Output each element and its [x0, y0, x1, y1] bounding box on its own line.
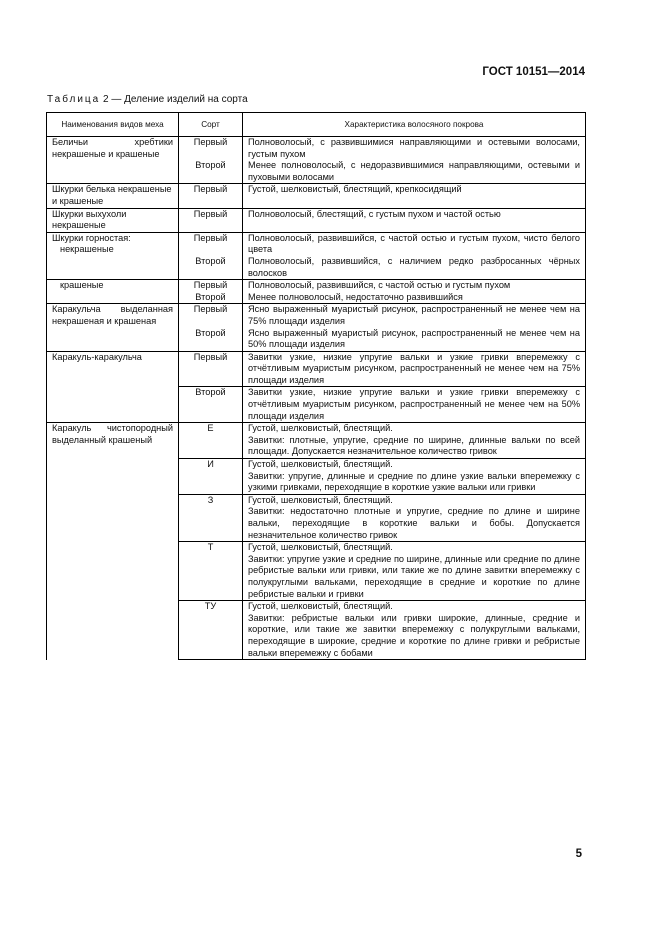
description-cell: Завитки узкие, низкие упругие вальки и узкие гривки вперемежку с отчётливым муаристым рисунком, распространенный не менее чем на 50% площади изделия: [243, 387, 586, 423]
document-code: ГОСТ 10151—2014: [482, 66, 585, 78]
fur-type-cell: Шкурки выхухоли некрашеные: [47, 208, 179, 232]
description-cell: Густой, шелковистый, блестящий. Завитки: недостаточно плотные и упругие, средние по длине и ширине вальки, переходящие в короткие вальки и бобы. Допускается незначительное количество гривок: [243, 494, 586, 541]
table-row: [47, 423, 586, 459]
description-cell: Полноволосый, с развившимися направляющими и остевыми волосами, густым пухом Менее полноволосый, с недоразвившимися направляющими, остевыми и пуховыми волосами: [243, 137, 586, 184]
grade-cell: З: [179, 494, 243, 541]
table-row: [47, 280, 586, 304]
fur-type-cell: Шкурки горностая: некрашеные: [47, 232, 179, 279]
caption-number: 2: [103, 94, 109, 105]
grade-cell: Второй: [179, 387, 243, 423]
fur-type-cell: Каракульча выделанная некрашеная и крашеная: [47, 304, 179, 351]
grade-cell: Первый Второй: [179, 137, 243, 184]
description-cell: Густой, шелковистый, блестящий. Завитки: плотные, упругие, средние по ширине, длинные вальки по всей площади. Допускается незначительное количество гривок: [243, 423, 586, 459]
fur-subtype: некрашеные: [60, 244, 114, 255]
page-number: 5: [575, 848, 582, 860]
grade-cell: Первый: [179, 184, 243, 208]
description-cell: Ясно выраженный муаристый рисунок, распространенный не менее чем на 75% площади изделия Ясно выраженный муаристый рисунок, распространенный не менее чем на 50% площади изделия: [243, 304, 586, 351]
description-cell: Полноволосый, развившийся, с частой остью и густым пухом, чисто белого цвета Полноволосый, развившийся, с наличием редко разбросанных чёрных волосков: [243, 232, 586, 279]
table-row: [47, 184, 586, 208]
grade-cell: Первый Второй: [179, 280, 243, 304]
fur-type-cell: Шкурки белька некрашеные и крашеные: [47, 184, 179, 208]
grade-cell: ТУ: [179, 601, 243, 660]
fur-type-cell: Беличьи хребтики некрашеные и крашеные: [47, 137, 179, 184]
table-header-row: [47, 113, 586, 137]
caption-label: Таблица: [47, 94, 101, 105]
grade-cell: И: [179, 459, 243, 495]
description-cell: Густой, шелковистый, блестящий. Завитки: упругие, длинные и средние по длине узкие вальки вперемежку с узкими гривками, переходящие в короткие узкие вальки или гривки: [243, 459, 586, 495]
grades-table: [46, 112, 586, 660]
description-cell: Завитки узкие, низкие упругие вальки и узкие гривки вперемежку с отчётливым муаристым рисунком, распространенный не менее чем на 75% площади изделия: [243, 351, 586, 387]
grade-cell: Т: [179, 542, 243, 601]
table-row: [47, 137, 586, 184]
description-cell: Густой, шелковистый, блестящий, крепкосидящий: [243, 184, 586, 208]
column-header-description: Характеристика волосяного покрова: [243, 113, 586, 137]
grade-cell: Первый Второй: [179, 304, 243, 351]
description-cell: Полноволосый, блестящий, с густым пухом и частой остью: [243, 208, 586, 232]
fur-type-cell: Каракуль-каракульча: [47, 351, 179, 423]
grade-cell: Первый: [179, 208, 243, 232]
fur-type-cell: крашеные: [47, 280, 179, 304]
grade-cell: Первый Второй: [179, 232, 243, 279]
table-row: [47, 232, 586, 279]
table-row: [47, 351, 586, 387]
grade-cell: Е: [179, 423, 243, 459]
grade-cell: Первый: [179, 351, 243, 387]
table-row: [47, 304, 586, 351]
fur-type-cell: Каракуль чистопородный выделанный крашеный: [47, 423, 179, 660]
column-header-grade: Сорт: [179, 113, 243, 137]
column-header-name: Наименования видов меха: [47, 113, 179, 137]
table-row: [47, 208, 586, 232]
description-cell: Полноволосый, развившийся, с частой остью и густым пухом Менее полноволосый, недостаточно развившийся: [243, 280, 586, 304]
description-cell: Густой, шелковистый, блестящий. Завитки: упругие узкие и средние по ширине, длинные или средние по длине ребристые вальки или гривки, или такие же по длине завитки вперемежку с полукруглыми вальками, переходящие в средние и короткие по длине ребристые вальки и гривки: [243, 542, 586, 601]
table-caption: [47, 94, 248, 105]
caption-title: — Деление изделий на сорта: [111, 94, 248, 105]
description-cell: Густой, шелковистый, блестящий. Завитки: ребристые вальки или гривки широкие, длинные, средние и короткие, или такие же завитки вперемежку с полукруглыми вальками, переходящие в широкие, средние и короткие по длине гривки и ребристые вальки вперемежку с бобами: [243, 601, 586, 660]
